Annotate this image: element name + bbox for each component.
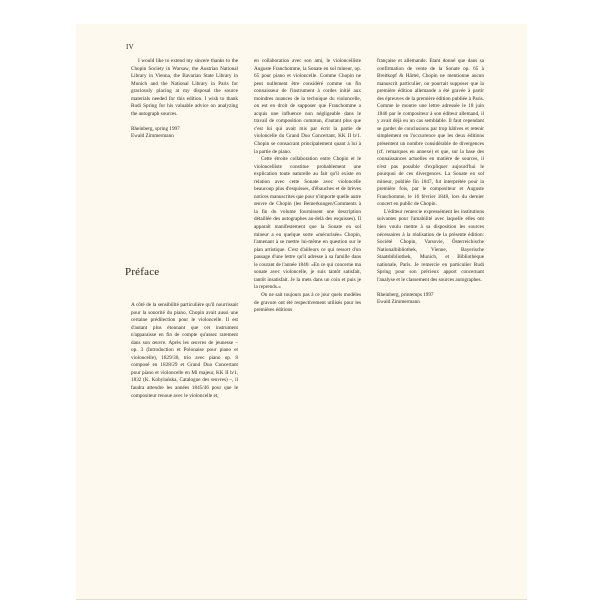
signature-place-date: Rheinberg, printemps 1997 [377,291,434,298]
acknowledgement-column [131,58,238,141]
preface-paragraph: Cette étroite collaboration entre Chopin et le violoncelliste constitue probablement une explication toute naturelle au fait qu'il existe en relation avec cette Sonate avec violoncelle beaucoup plus d'esquisses, d'ébauches et de brèves notices manuscrites que pour n'importe quelle autre œuvre de Chopin (les Bemerkungen/Comments à la fin du volume fournissent une description détaillée des autographes au-delà des esquisses). Il apparaît manifestement que la Sonate en sol mineur a eu quelque sorte «mécurisée» Chopin, l'amenant à se mettre lui-même en question sur le plan artistique. C'est d'ailleurs ce qui ressort d'un passage d'une lettre qu'il adresse à sa famille dans le courant de l'année 1846: «En ce qui concerne ma sonate avec violoncelle, je suis tantôt satisfait, tantôt insatisfait. Je la mets dans un coin et puis je la reprends.» [254,156,361,291]
preface-column-2 [254,58,361,315]
preface-paragraph: A côté de la sensibilité particulière qu'il nourrissait pour la sonorité du piano, Chopin avait aussi une certaine prédilection pour le violoncelle. Il est d'autant plus étonnant que cet instrument n'apparaisse en fin de compte qu'assez rarement dans son œuvre. Après les œuvres de jeunesse – op. 3 (Introduction et Polonaise pour piano et violoncelle), 1829/30, trio avec piano op. 8 composé en 1828/29 et Grand Duo Concertant pour piano et violoncelle en Mi majeur, KK II b/1, 1832 (K. Kobylańska, Catalogue des œuvres) –, il faudra attendre les années 1845/46 pour que le compositeur renoue avec le violoncelle et, [131,302,238,399]
preface-column-3 [377,58,484,307]
preface-paragraph: On ne sait toujours pas à ce jour quels modèles de gravure ont été respectivement utilisés pour les premières éditions [254,291,361,314]
acknowledgement-text: I would like to extend my sincere thanks to the Chopin Society in Warsaw, the Austrian National Library in Vienna, the Bavarian State Library in Munich and the National Library in Paris for graciously placing at my disposal the source materials needed for this edition. I wish to thank Rudi Spring for his valuable advice on analyzing the autograph sources. [131,58,238,117]
acknowledgement-paragraph: L'éditeur remercie expressément les institutions suivantes pour l'amabilité avec laquelle elles ont bien voulu mettre à sa disposition les sources nécessaires à la réalisation de la présente édition: Société Chopin, Varsovie, Österreichische Nationalbibliothek, Vienne, Bayerische Staatsbibliothek, Munich, et Bibliothèque nationale, Paris. Je remercie en particulier Rudi Spring pour son précieux apport concernant l'analyse et le classement des sources autographes. [377,208,484,283]
signature-author: Ewald Zimmermann [377,299,420,306]
preface-column-1 [131,302,238,400]
preface-paragraph: française et allemande. Etant donné que dans sa confirmation de vente de la Sonate op. 65 à Breitkopf & Härtel, Chopin ne mentionne aucun manuscrit particulier, on pourrait supposer que la première édition allemande a été gravée à partir des épreuves de la première édition publiée à Paris. Comme le montre une lettre adressée le 18 juin 1846 par le compositeur à son éditeur allemand, il y avait déjà eu un cas semblable. Il faut cependant se garder de conclusions par trop hâtives et retenir simplement en l'occurrence que les deux éditions présentent un nombre considérable de divergences (cf. remarques en annexe) et que, sur la base des connaissances actuelles en matière de sources, il n'est pas possible d'expliquer aujourd'hui le pourquoi de ces divergences. La Sonate en sol mineur, publiée fin 1847, fut interprétée pour la première fois, par le compositeur et Auguste Franchomme, le 16 février 1848, lors du dernier concert en public de Chopin. [377,58,484,208]
preface-title: Préface [125,266,160,278]
preface-paragraph: en collaboration avec son ami, le violoncelliste Auguste Franchomme, la Sonate en sol mineur, op. 65 pour piano et violoncelle. Comme Chopin ne peut nullement être considéré comme un fin connaisseur de l'instrument à cordes initié aux moindres nuances de la technique du violoncelle, on est en droit de supposer que Franchomme a acquis une influence non négligeable dans le travail de composition commun, d'autant plus que c'est lui qui avait mis par écrit la partie de violoncelle du Grand Duo Concertant, KK II b/1. Chopin se consacrant principalement quant à lui à la partie de piano. [254,58,361,155]
signature-author: Ewald Zimmermann [131,133,174,140]
score-preface-page [76,24,527,600]
signature-place-date: Rheinberg, spring 1997 [131,125,180,132]
page-number: IV [126,43,134,51]
